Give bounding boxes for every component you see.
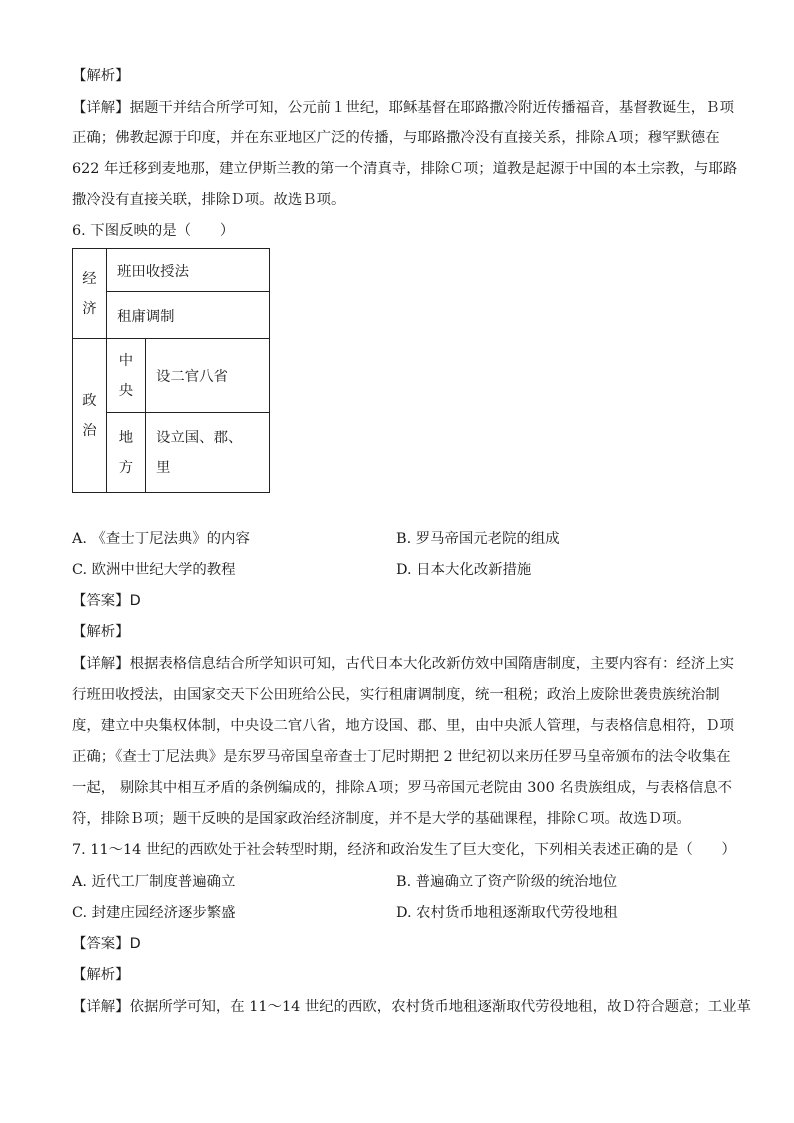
table-header-politics: 政 治 xyxy=(73,339,107,493)
detail-line: 正确；佛教起源于印度，并在东亚地区广泛的传播，与耶路撒冷没有直接关系，排除Ａ项；穆罕默德在 xyxy=(72,130,720,146)
detail-line: 【详解】据题干并结合所学可知，公元前１世纪，耶稣基督在耶路撒冷附近传播福音，基督教诞生，Ｂ项 xyxy=(72,100,734,116)
detail-line: 符，排除Ｂ项；题干反映的是国家政治经济制度，并不是大学的基础课程，排除Ｃ项。故选Ｄ项。 xyxy=(72,811,691,827)
analysis-label: 【解析】 xyxy=(72,68,130,84)
answer-label: 【答案】D xyxy=(72,936,141,952)
question-6-stem: 6. 下图反映的是（ ） xyxy=(72,223,235,239)
detail-line: 撒冷没有直接关联，排除Ｄ项。故选Ｂ项。 xyxy=(72,192,346,208)
q7-option-a: A. 近代工厂制度普遍确立 xyxy=(72,874,236,890)
q7-option-d: D. 农村货币地租逐渐取代劳役地租 xyxy=(396,905,618,921)
detail-line: 一起， 剔除其中相互矛盾的条例编成的，排除Ａ项；罗马帝国元老院由 300 名贵族组成，与表格信息不 xyxy=(72,780,732,796)
analysis-label: 【解析】 xyxy=(72,624,130,640)
table-header-local: 地 方 xyxy=(107,413,146,493)
analysis-label: 【解析】 xyxy=(72,967,130,983)
table-cell-local: 设立国、郡、 里 xyxy=(146,413,270,493)
table-cell-land-law: 班田收授法 xyxy=(107,249,270,292)
detail-line: 【详解】根据表格信息结合所学知识可知，古代日本大化改新仿效中国隋唐制度，主要内容有：经济上实 xyxy=(72,656,734,672)
q6-option-d: D. 日本大化改新措施 xyxy=(396,562,532,578)
q7-option-c: C. 封建庄园经济逐步繁盛 xyxy=(72,905,236,921)
reform-table xyxy=(72,248,270,493)
q6-option-a: A. 《查士丁尼法典》的内容 xyxy=(72,531,250,547)
question-7-stem: 7. 11～14 世纪的西欧处于社会转型时期，经济和政治发生了巨大变化，下列相关表述正确的是（ ） xyxy=(72,842,736,858)
answer-label: 【答案】D xyxy=(72,593,141,609)
detail-line: 【详解】依据所学可知，在 11～14 世纪的西欧，农村货币地租逐渐取代劳役地租，故Ｄ符合题意；工业革 xyxy=(72,999,751,1015)
table-cell-tax-system: 租庸调制 xyxy=(107,292,270,339)
detail-line: 行班田收授法，由国家交天下公田班给公民，实行租庸调制度，统一租税；政治上废除世袭贵族统治制 xyxy=(72,687,720,703)
table-header-central: 中 央 xyxy=(107,339,146,413)
detail-line: 度，建立中央集权体制，中央设二官八省，地方设国、郡、里，由中央派人管理，与表格信息相符，Ｄ项 xyxy=(72,718,734,734)
q6-option-b: B. 罗马帝国元老院的组成 xyxy=(396,531,560,547)
table-header-economy: 经 济 xyxy=(73,249,107,339)
q6-option-c: C. 欧洲中世纪大学的教程 xyxy=(72,562,236,578)
table-cell-central: 设二官八省 xyxy=(146,339,270,413)
q7-option-b: B. 普遍确立了资产阶级的统治地位 xyxy=(396,874,618,890)
detail-line: 622 年迁移到麦地那，建立伊斯兰教的第一个清真寺，排除Ｃ项；道教是起源于中国的本土宗教，与耶路 xyxy=(72,161,738,177)
detail-line: 正确；《查士丁尼法典》是东罗马帝国皇帝查士丁尼时期把 2 世纪初以来历任罗马皇帝颁布的法令收集在 xyxy=(72,749,731,765)
